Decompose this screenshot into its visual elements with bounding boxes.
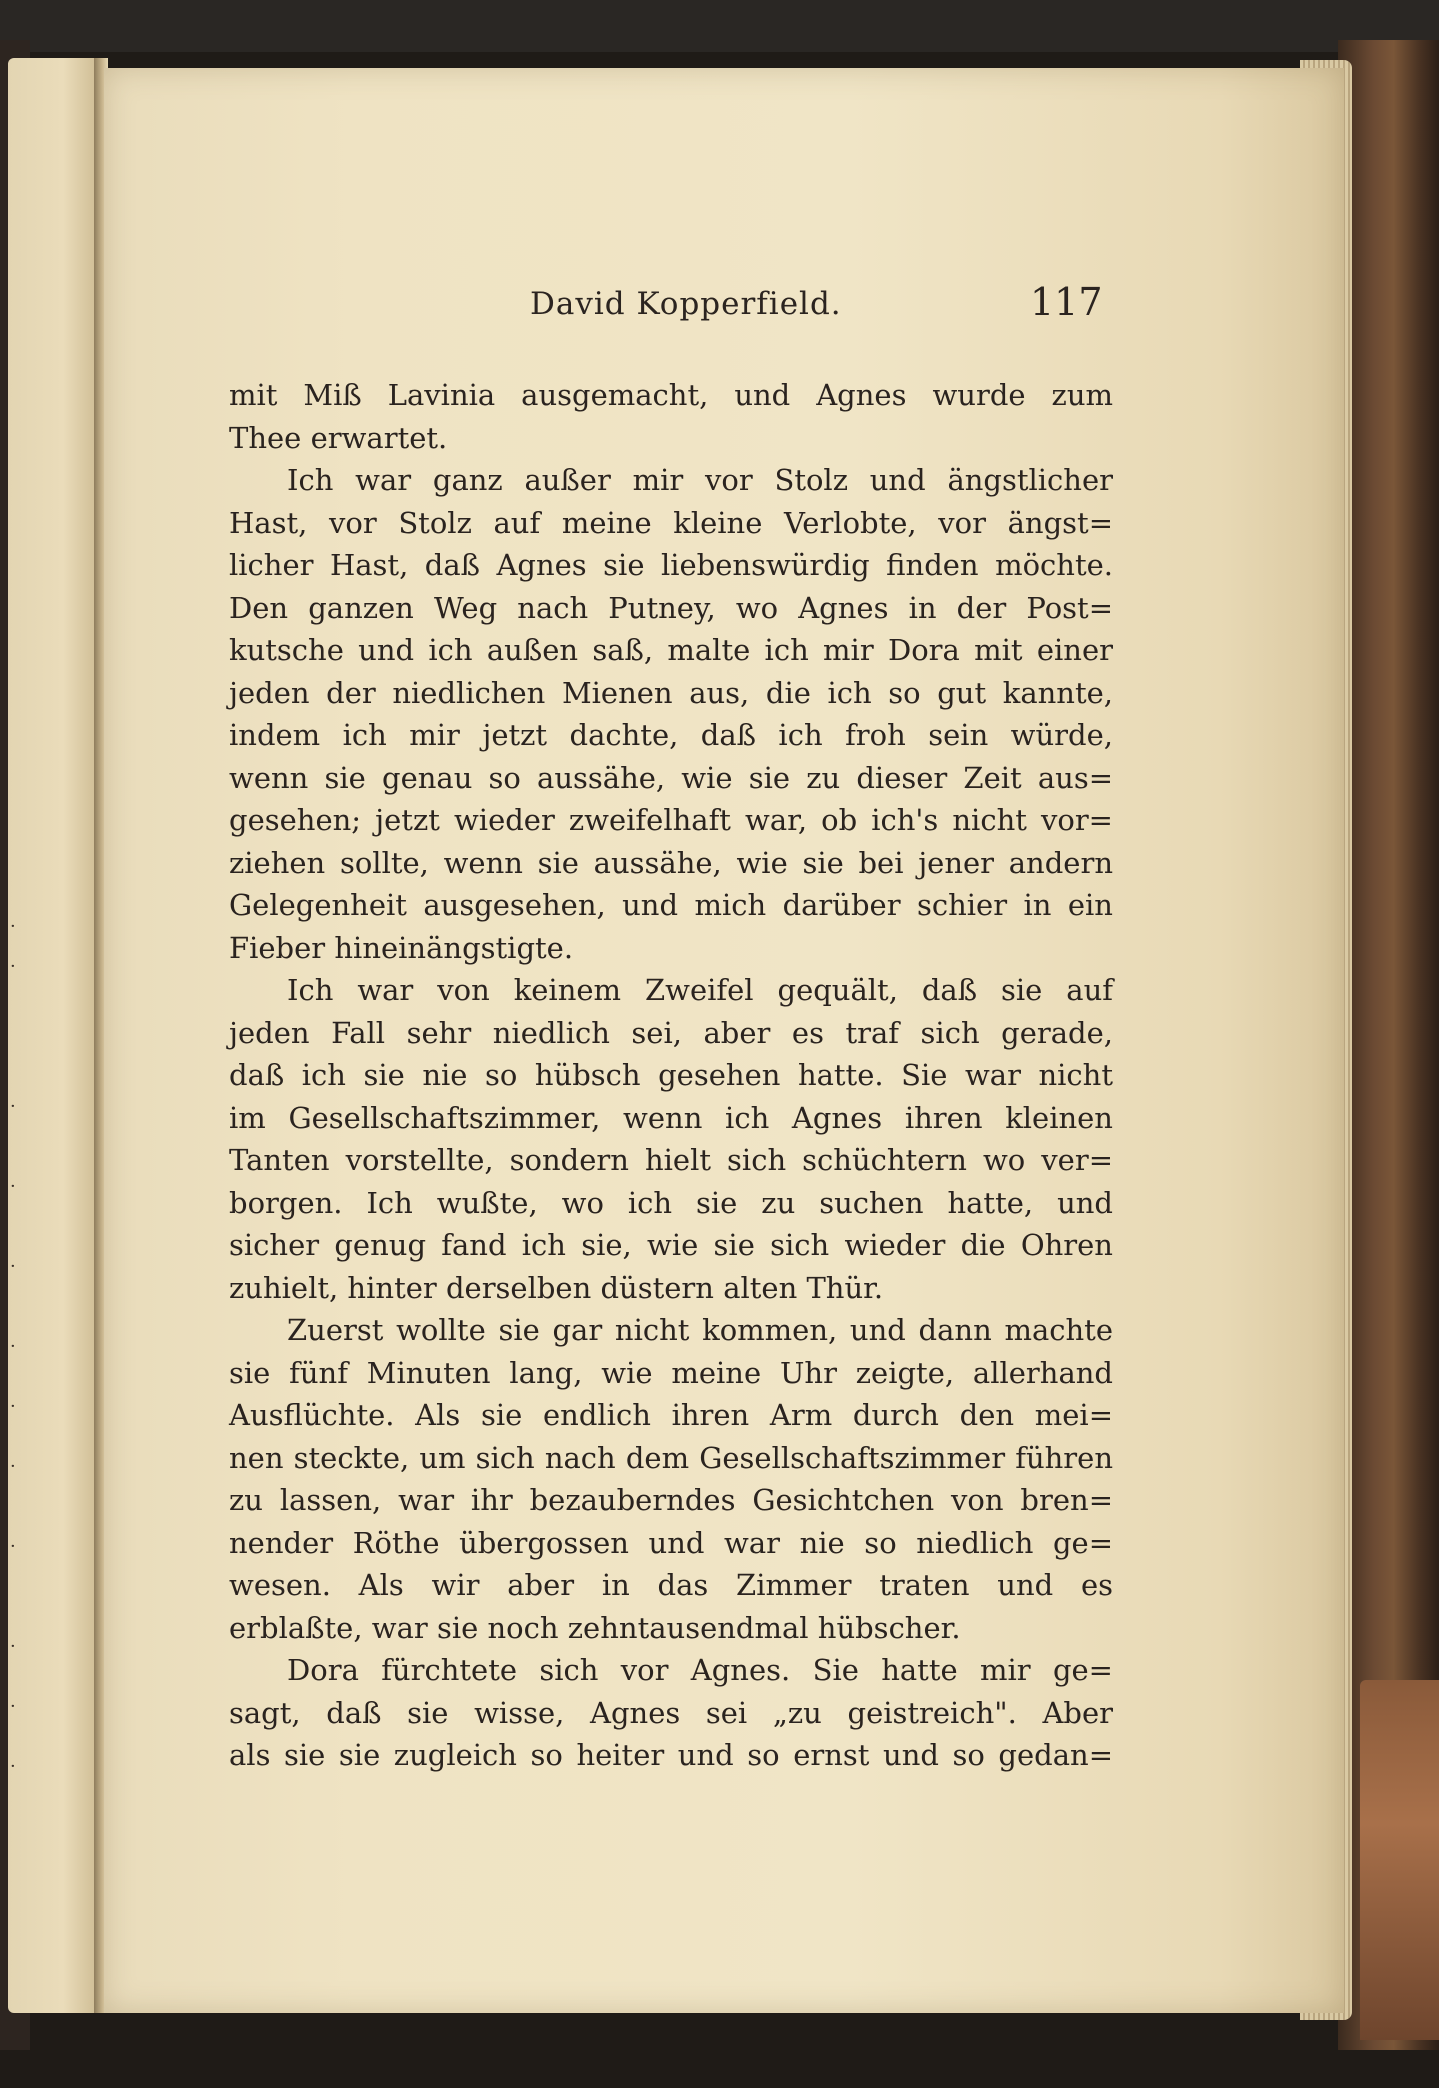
text-line: Den ganzen Weg nach Putney, wo Agnes in der Post= [229, 590, 1113, 625]
text-line: mit Miß Lavinia ausgemacht, und Agnes wurde zum [229, 378, 1113, 412]
text-line: jeden Fall sehr niedlich sei, aber es traf sich gerade, [229, 1015, 1113, 1050]
text-line: Zuerst wollte sie gar nicht kommen, und dann machte [287, 1313, 1113, 1347]
page-header [104, 280, 1344, 336]
facing-page-text-fragments: · · · · · · · · · · · · [10, 916, 16, 1777]
text-line: borgen. Ich wußte, wo ich sie zu suchen hatte, und [229, 1185, 1113, 1220]
book-cover-corner [1360, 1680, 1439, 2040]
text-line: als sie sie zugleich so heiter und so ernst und so gedan= [229, 1738, 1113, 1772]
running-title: David Kopperfield. [530, 286, 842, 322]
text-line: erblaßte, war sie noch zehntausendmal hübscher. [229, 1610, 961, 1645]
text-line: sie fünf Minuten lang, wie meine Uhr zeigte, allerhand [229, 1355, 1113, 1390]
text-line: Thee erwartet. [229, 420, 448, 455]
text-line: daß ich sie nie so hübsch gesehen hatte. Sie war nicht [229, 1058, 1113, 1092]
text-line: sagt, daß sie wisse, Agnes sei „zu geistreich". Aber [229, 1695, 1113, 1730]
text-line: wesen. Als wir aber in das Zimmer traten und es [229, 1568, 1113, 1602]
body-text [229, 374, 1113, 1777]
text-line: Hast, vor Stolz auf meine kleine Verlobte, vor ängst= [229, 505, 1113, 540]
text-line: zu lassen, war ihr bezauberndes Gesichtchen von bren= [229, 1483, 1113, 1517]
page-number: 117 [1030, 280, 1103, 324]
text-line: indem ich mir jetzt dachte, daß ich froh sein würde, [229, 718, 1113, 752]
text-line: Ausflüchte. Als sie endlich ihren Arm durch den mei= [229, 1398, 1113, 1432]
scan-background-top [0, 0, 1439, 52]
text-line: kutsche und ich außen saß, malte ich mir Dora mit einer [229, 633, 1113, 667]
text-line: Ich war von keinem Zweifel gequält, daß sie auf [287, 973, 1113, 1007]
text-line: Fieber hineinängstigte. [229, 930, 574, 965]
text-line: sicher genug fand ich sie, wie sie sich wieder die Ohren [229, 1228, 1113, 1262]
text-line: Ich war ganz außer mir vor Stolz und ängstlicher [287, 463, 1113, 497]
text-line: licher Hast, daß Agnes sie liebenswürdig finden möchte. [229, 548, 1113, 582]
text-line: zuhielt, hinter derselben düstern alten Thür. [229, 1270, 884, 1305]
text-line: Tanten vorstellte, sondern hielt sich schüchtern wo ver= [229, 1143, 1113, 1177]
text-line: jeden der niedlichen Mienen aus, die ich so gut kannte, [229, 675, 1113, 710]
text-line: ziehen sollte, wenn sie aussähe, wie sie bei jener andern [229, 845, 1113, 880]
book-page [104, 68, 1344, 2013]
text-line: gesehen; jetzt wieder zweifelhaft war, ob ich's nicht vor= [229, 803, 1113, 837]
text-line: wenn sie genau so aussähe, wie sie zu dieser Zeit aus= [229, 760, 1113, 795]
text-line: Gelegenheit ausgesehen, und mich darüber schier in ein [229, 888, 1113, 922]
text-line: nen steckte, um sich nach dem Gesellschaftszimmer führen [229, 1440, 1113, 1475]
text-line: nender Röthe übergossen und war nie so niedlich ge= [229, 1525, 1113, 1560]
text-line: im Gesellschaftszimmer, wenn ich Agnes ihren kleinen [229, 1100, 1113, 1135]
facing-page-left [8, 58, 100, 2013]
text-line: Dora fürchtete sich vor Agnes. Sie hatte mir ge= [287, 1653, 1113, 1687]
